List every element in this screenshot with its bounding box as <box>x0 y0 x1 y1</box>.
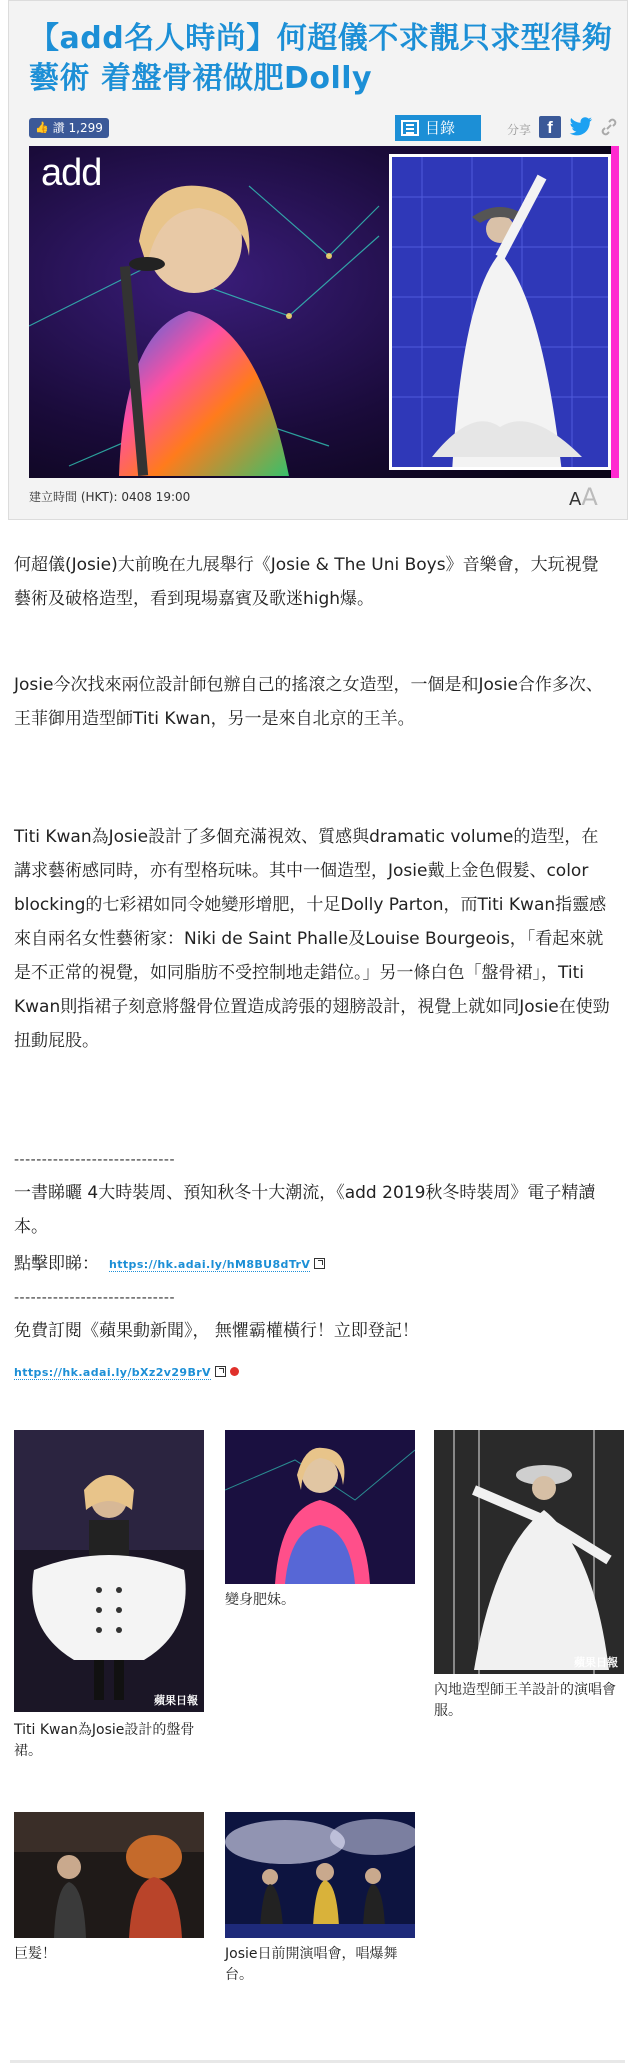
article-toolbar <box>29 113 619 143</box>
subscribe-link-row <box>14 1356 239 1388</box>
thumbs-up-icon: 👍 <box>35 121 49 134</box>
facebook-share-icon[interactable]: f <box>539 116 561 138</box>
toc-button[interactable] <box>395 115 481 141</box>
external-link-icon <box>215 1366 226 1377</box>
hero-image <box>29 146 619 478</box>
toc-label: 目錄 <box>425 119 456 137</box>
gallery-caption: 內地造型師王羊設計的演唱會服。 <box>434 1682 616 1719</box>
watermark: 蘋果日報 <box>574 1656 618 1669</box>
promo-link-row <box>14 1248 325 1280</box>
photo-big-hair <box>14 1812 204 1938</box>
article-title: 【add名人時尚】何超儀不求靚只求型得夠藝術 着盤骨裙做肥Dolly <box>29 21 613 96</box>
hero-inset-photo <box>389 154 611 470</box>
share-label: 分享 <box>507 123 532 137</box>
gallery-caption: 變身肥妹。 <box>225 1592 295 1608</box>
gallery-photo[interactable] <box>14 1812 204 1938</box>
divider: ----------------------------- <box>14 1152 176 1168</box>
external-link-icon <box>314 1258 325 1269</box>
apple-icon <box>230 1367 239 1376</box>
article-header-card <box>8 0 628 520</box>
list-icon <box>401 120 419 136</box>
gallery-photo[interactable] <box>14 1430 204 1712</box>
photo-colorful-dress <box>225 1430 415 1584</box>
watermark: 蘋果日報 <box>154 1694 198 1707</box>
font-size-control[interactable] <box>569 483 598 511</box>
like-count: 讚 1,299 <box>52 121 103 135</box>
subscribe-link[interactable]: https://hk.adai.ly/bXz2v29BrV <box>14 1366 211 1379</box>
photo-stage <box>225 1812 415 1938</box>
paragraph-details: Titi Kwan為Josie設計了多個充滿視效、質感與dramatic volume的造型，在講求藝術感同時，亦有型格玩味。其中一個造型，Josie戴上金色假髮、color blocking的七彩裙如同令她變形增肥，十足Dolly Parton，而Titi Kwan指靈感來自兩名女性藝術家：Niki de Saint Phalle及Louise Bourgeois，「看起來就是不正常的視覺，如同脂肪不受控制地走錯位。」另一條白色「盤骨裙」，Titi Kwan則指裙子刻意將盤骨位置造成誇張的翅膀設計，視覺上就如同Josie在使勁扭動屁股。 <box>14 827 610 1051</box>
gallery-caption: Titi Kwan為Josie設計的盤骨裙。 <box>14 1722 195 1759</box>
font-small-button[interactable]: A <box>569 489 582 510</box>
photo-white-costume <box>434 1430 624 1674</box>
paragraph-intro: 何超儀(Josie)大前晚在九展舉行《Josie & The Uni Boys》音樂會，大玩視覺藝術及破格造型，看到現場嘉賓及歌迷high爆。 <box>14 555 599 609</box>
gallery-caption: Josie日前開演唱會，唱爆舞台。 <box>225 1946 398 1983</box>
inset-accent-bar <box>611 146 619 478</box>
inset-photo <box>392 157 611 470</box>
twitter-share-icon[interactable] <box>569 117 593 137</box>
font-large-button[interactable]: A <box>581 483 598 511</box>
bottom-divider <box>10 2060 625 2063</box>
gallery-photo[interactable] <box>225 1430 415 1584</box>
ebook-link[interactable]: https://hk.adai.ly/hM8BU8dTrV <box>109 1258 311 1271</box>
divider: ----------------------------- <box>14 1290 176 1306</box>
gallery-photo[interactable] <box>225 1812 415 1938</box>
gallery-photo[interactable] <box>434 1430 624 1674</box>
created-time: 建立時間 (HKT): 0408 19:00 <box>29 490 191 504</box>
paragraph-designers: Josie今次找來兩位設計師包辦自己的搖滾之女造型，一個是和Josie合作多次、王菲御用造型師Titi Kwan，另一是來自北京的王羊。 <box>14 675 603 729</box>
facebook-like-button[interactable] <box>29 118 109 138</box>
gallery-caption: 巨髮！ <box>14 1946 56 1962</box>
copy-link-icon[interactable] <box>599 117 619 137</box>
photo-white-skirt <box>14 1430 204 1712</box>
promo-text-subscribe: 免費訂閱《蘋果動新聞》， 無懼霸權橫行！立即登記！ <box>14 1321 419 1341</box>
click-label: 點擊即睇： <box>14 1254 99 1274</box>
promo-text-ebook: 一書睇曬 4大時裝周、預知秋冬十大潮流，《add 2019秋冬時裝周》電子精讀本。 <box>14 1183 596 1237</box>
add-logo: add <box>41 152 102 194</box>
